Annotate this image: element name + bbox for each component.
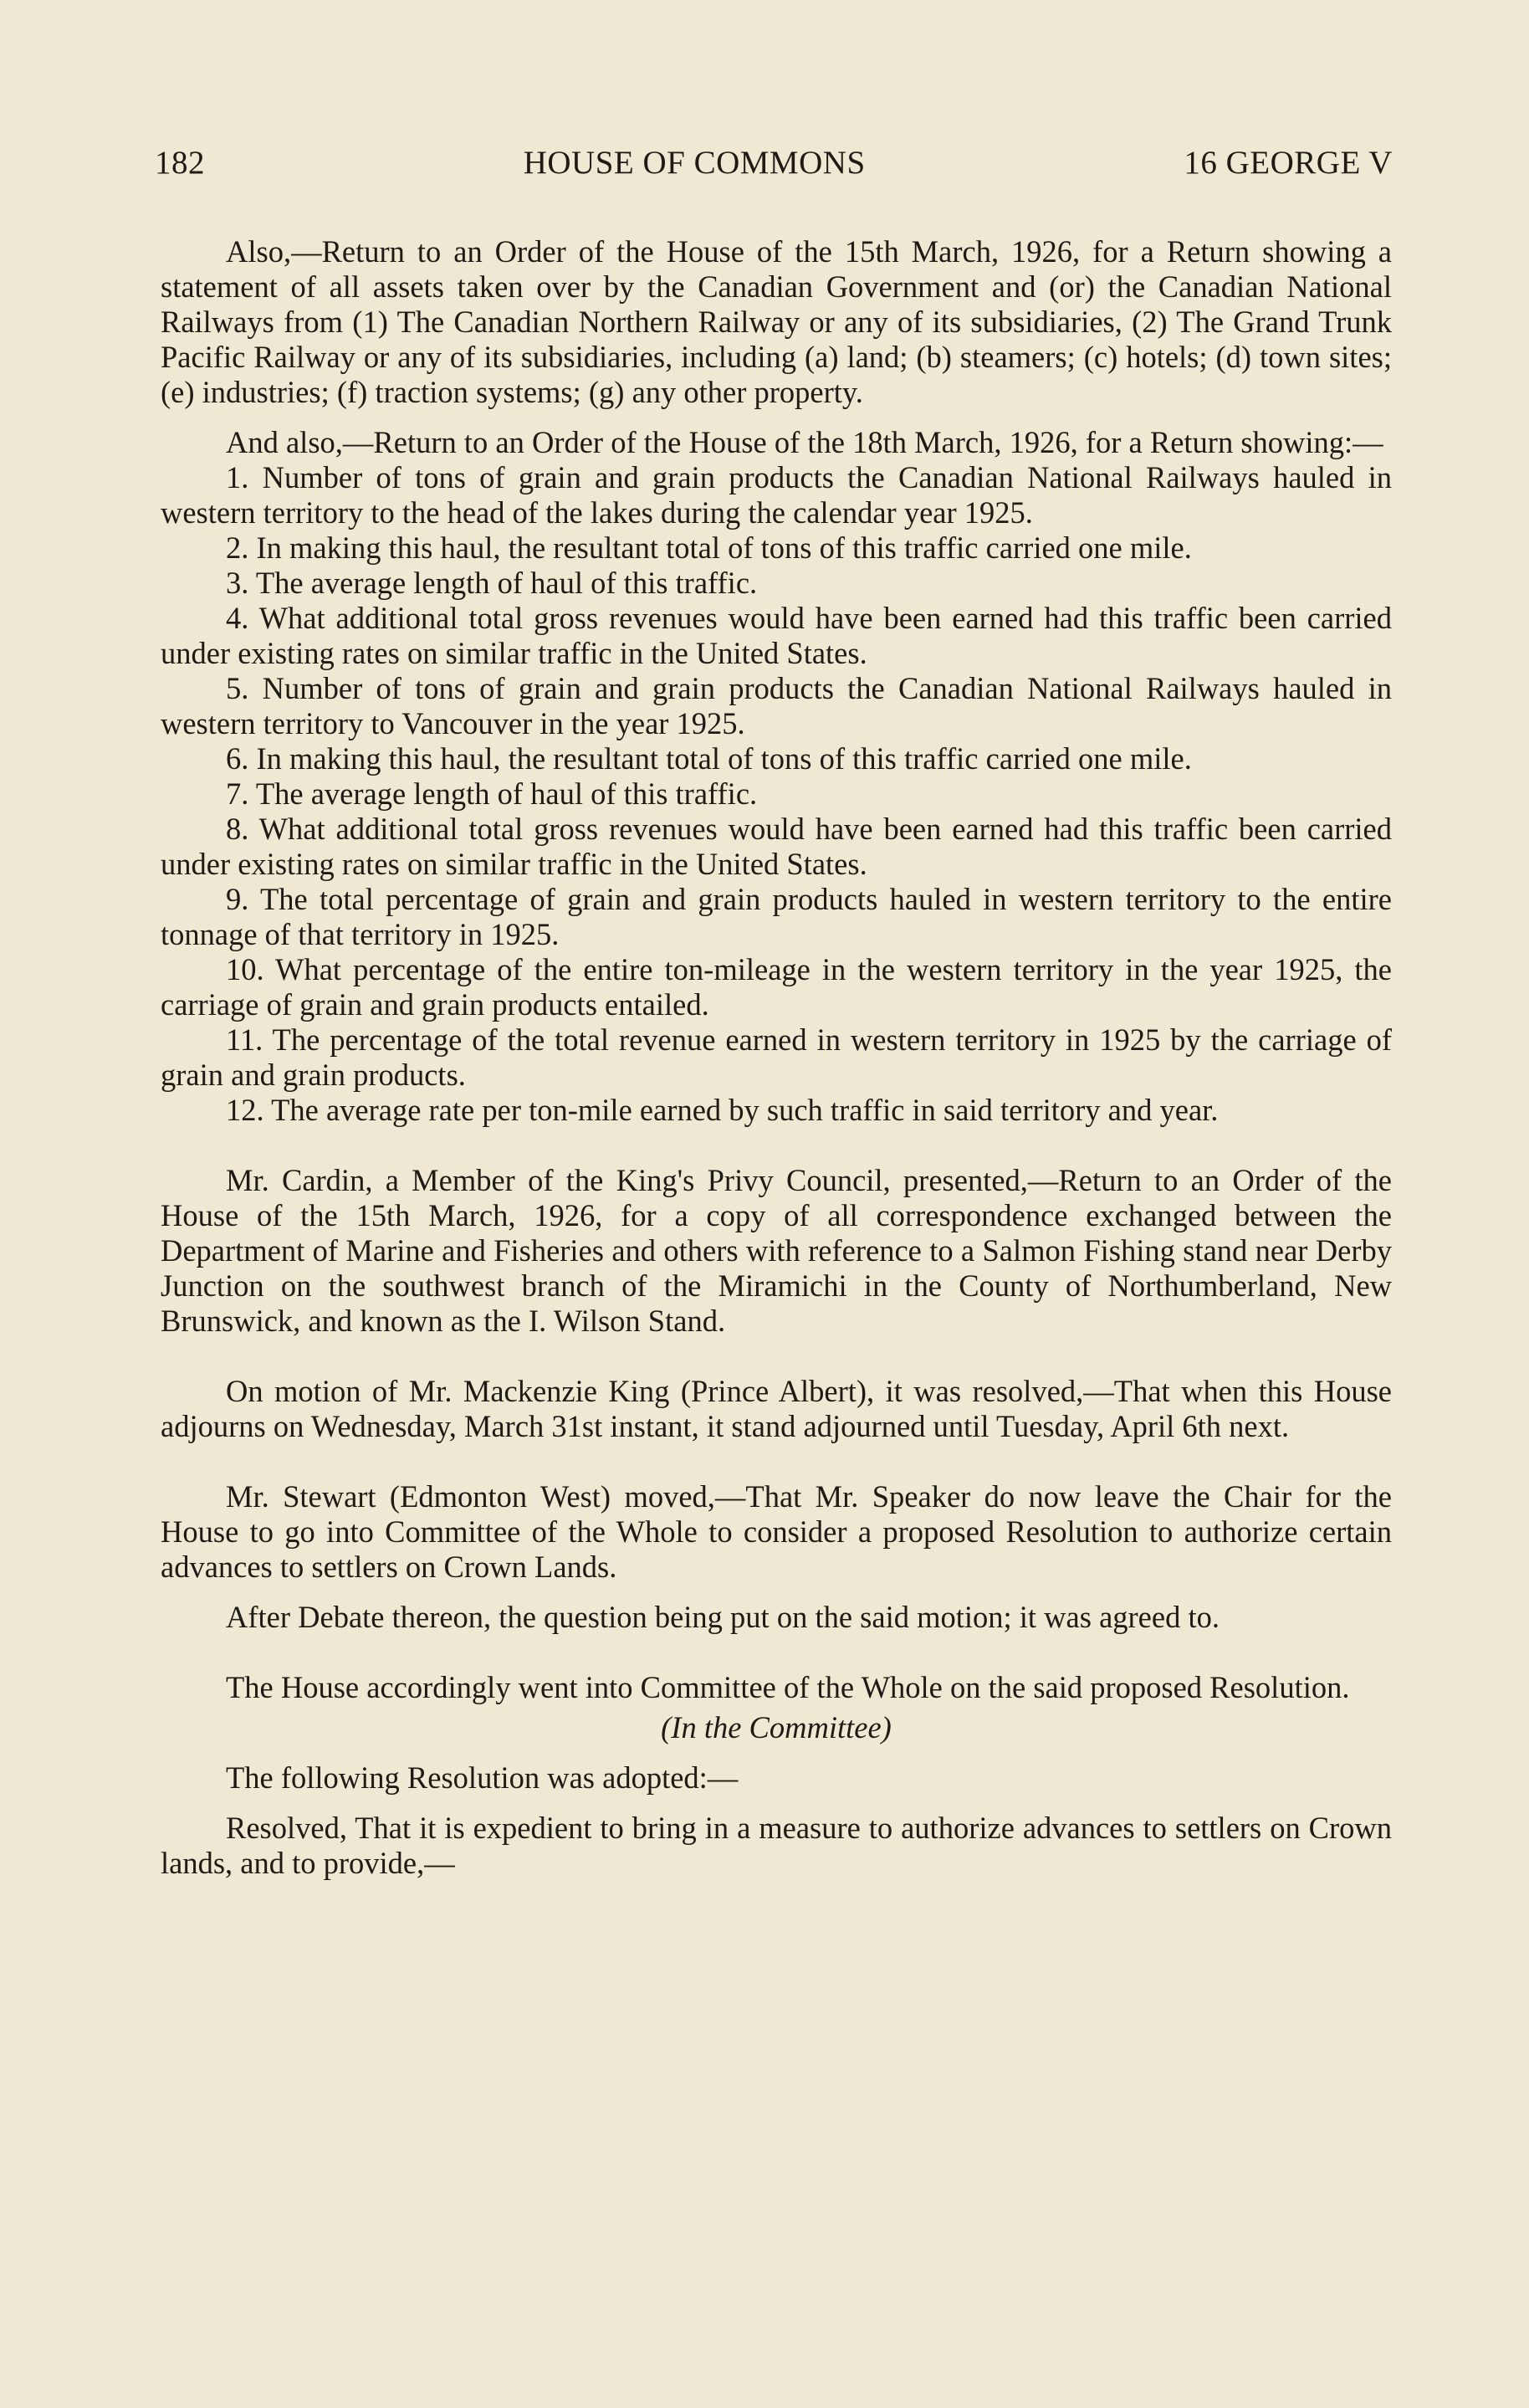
list-item: 11. The percentage of the total revenue earned in western territory in 1925 by the carriage of grain and grain products. bbox=[161, 1022, 1392, 1092]
list-item: 2. In making this haul, the resultant total of tons of this traffic carried one mile. bbox=[226, 530, 1192, 565]
running-title: HOUSE OF COMMONS bbox=[523, 145, 866, 181]
paragraph-resolution-adopted: The following Resolution was adopted:— bbox=[226, 1760, 739, 1795]
list-item: 12. The average rate per ton-mile earned by such traffic in said territory and year. bbox=[226, 1093, 1219, 1127]
list-item: 7. The average length of haul of this traffic. bbox=[226, 776, 758, 811]
grain-items-list bbox=[161, 460, 1392, 1128]
list-item: 5. Number of tons of grain and grain products the Canadian National Railways hauled in western territory to Vancouver in the year 1925. bbox=[161, 671, 1392, 740]
reign-label: 16 GEORGE V bbox=[1184, 145, 1393, 181]
list-item: 1. Number of tons of grain and grain products the Canadian National Railways hauled in western territory to the head of the lakes during the calendar year 1925. bbox=[161, 460, 1392, 530]
list-item: 10. What percentage of the entire ton-mileage in the western territory in the year 1925, the carriage of grain and grain products entailed. bbox=[161, 952, 1392, 1022]
paragraph-stewart-motion: Mr. Stewart (Edmonton West) moved,—That Mr. Speaker do now leave the Chair for the House to go into Committee of the Whole to consider a proposed Resolution to authorize certain advances to settlers on Crown Lands. bbox=[161, 1479, 1392, 1584]
committee-heading: (In the Committee) bbox=[661, 1710, 892, 1745]
paragraph-debate: After Debate thereon, the question being put on the said motion; it was agreed to. bbox=[226, 1600, 1220, 1634]
body-text bbox=[161, 234, 1392, 1881]
paragraph-adjournment-motion: On motion of Mr. Mackenzie King (Prince Albert), it was resolved,—That when this House adjourns on Wednesday, March 31st instant, it stand adjourned until Tuesday, April 6th next. bbox=[161, 1374, 1392, 1443]
paragraph-committee: The House accordingly went into Committee of the Whole on the said proposed Resolution. bbox=[226, 1670, 1350, 1704]
paragraph-return-assets: Also,—Return to an Order of the House of the 15th March, 1926, for a Return showing a statement of all assets taken over by the Canadian Government and (or) the Canadian National Railways from (1) The Canadian Northern Railway or any of its subsidiaries, (2) The Grand Trunk Pacific Railway or any of its subsidiaries, including (a) land; (b) steamers; (c) hotels; (d) town sites; (e) industries; (f) traction systems; (g) any other property. bbox=[161, 234, 1392, 409]
paragraph-cardin-return: Mr. Cardin, a Member of the King's Privy Council, presented,—Return to an Order of the House of the 15th March, 1926, for a copy of all correspondence exchanged between the Department of Marine and Fisheries and others with reference to a Salmon Fishing stand near Derby Junction on the southwest branch of the Miramichi in the County of Northumberland, New Brunswick, and known as the I. Wilson Stand. bbox=[161, 1163, 1392, 1338]
list-item: 6. In making this haul, the resultant total of tons of this traffic carried one mile. bbox=[226, 741, 1192, 776]
list-item: 9. The total percentage of grain and grain products hauled in western territory to the entire tonnage of that territory in 1925. bbox=[161, 882, 1392, 951]
list-item: 4. What additional total gross revenues would have been earned had this traffic been carried under existing rates on similar traffic in the United States. bbox=[161, 601, 1392, 670]
paragraph-resolved: Resolved, That it is expedient to bring in a measure to authorize advances to settlers on Crown lands, and to provide,— bbox=[161, 1811, 1392, 1880]
page-number: 182 bbox=[155, 145, 205, 181]
paragraph-return-grain: And also,—Return to an Order of the House of the 18th March, 1926, for a Return showing:— bbox=[226, 425, 1383, 459]
page-header bbox=[155, 144, 1393, 182]
list-item: 8. What additional total gross revenues would have been earned had this traffic been carried under existing rates on similar traffic in the United States. bbox=[161, 812, 1392, 881]
list-item: 3. The average length of haul of this traffic. bbox=[226, 566, 758, 600]
